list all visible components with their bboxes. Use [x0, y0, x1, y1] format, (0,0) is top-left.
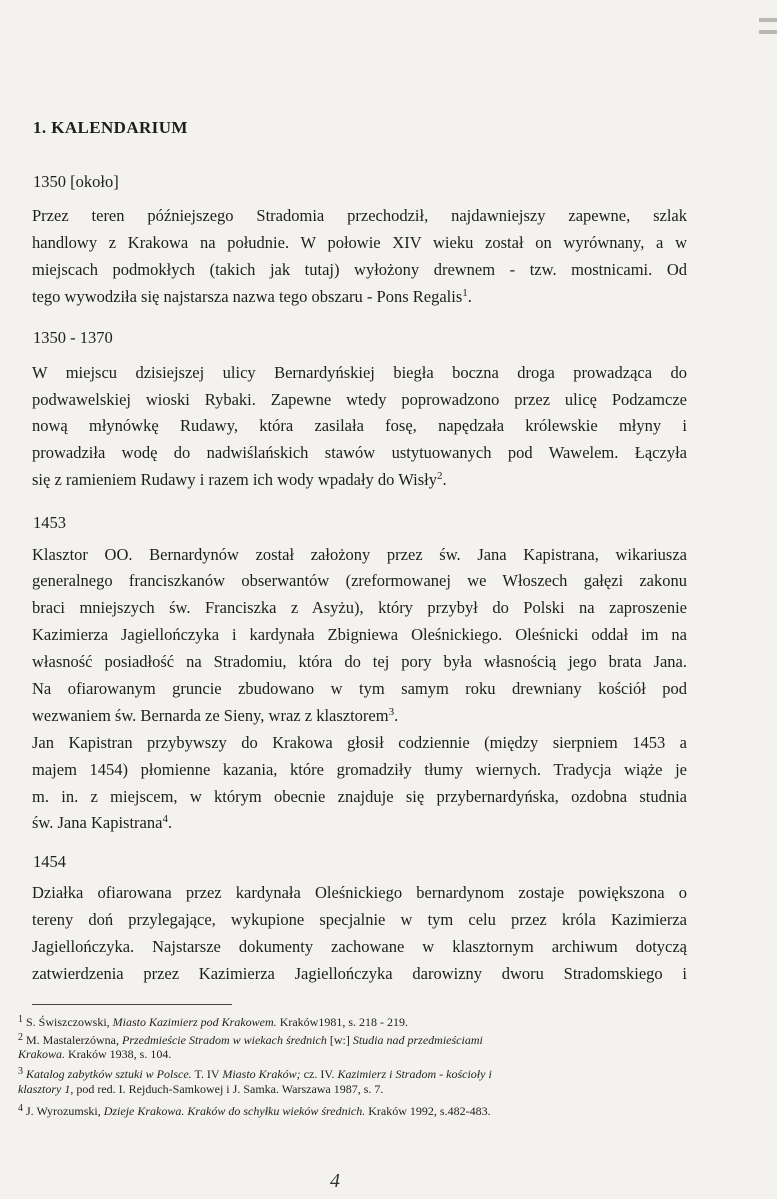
- line-text: tego wywodziła się najstarsza nazwa tego obszaru - Pons Regalis: [32, 287, 463, 306]
- footnote-text: Kraków 1938, s. 104.: [65, 1047, 172, 1061]
- text-line: [32, 705, 398, 727]
- text-line: handlowy z Krakowa na południe. W połowie XIV wieku został on wyrównany, a w: [32, 233, 687, 252]
- text-line: m. in. z miejscem, w którym obecnie znajduje się przybernardyńska, ozdobna studnia: [32, 787, 687, 806]
- footnote-title: Studia nad przedmieściami: [352, 1033, 483, 1047]
- text-line: [32, 286, 472, 308]
- footnote-ref: 3: [388, 706, 395, 718]
- footnote-number: 4: [18, 1103, 23, 1114]
- footnote-separator: [32, 1004, 232, 1005]
- text-line: Klasztor OO. Bernardynów został założony przez św. Jana Kapistrana, wikariusza: [32, 545, 687, 564]
- text-line: [32, 469, 447, 491]
- page-number: 4: [330, 1170, 340, 1192]
- text-line: Przez teren późniejszego Stradomia przechodził, najdawniejszy zapewne, szlak: [32, 206, 687, 225]
- footnote-title: Miasto Kraków;: [222, 1067, 301, 1081]
- line-end: .: [442, 470, 447, 489]
- footnote: [18, 1064, 492, 1082]
- text-line: tereny doń przylegające, wykupione specjalnie w tym celu przez króla Kazimierza: [32, 910, 687, 929]
- footnote-ref: 4: [162, 813, 168, 825]
- text-line: Jan Kapistran przybywszy do Krakowa głosił codziennie (między sierpniem 1453 a: [32, 733, 687, 752]
- footnote-ref: 2: [437, 470, 443, 482]
- page-edge-mark: [759, 30, 777, 34]
- footnote: [18, 1101, 491, 1119]
- footnote-title: Katalog zabytków sztuki w Polsce.: [26, 1067, 192, 1081]
- text-line: nową młynówkę Rudawy, która zasilała fosę, napędzała królewskie młyny i: [32, 416, 687, 435]
- text-line: zatwierdzenia przez Kazimierza Jagiellończyka darowizny dworu Stradomskiego i: [32, 964, 687, 983]
- text-line: W miejscu dzisiejszej ulicy Bernardyńskiej biegła boczna droga prowadząca do: [32, 363, 687, 382]
- footnote-text: T. IV: [191, 1067, 223, 1081]
- text-line: miejscach podmokłych (takich jak tutaj) wyłożony drewnem - tzw. mostnicami. Od: [32, 260, 687, 279]
- footnote-text: S. Świszczowski,: [26, 1015, 113, 1029]
- text-line: prowadziła wodę do nadwiślańskich stawów ustytuowanych pod Wawelem. Łączyła: [32, 443, 687, 462]
- entry-date: 1454: [33, 852, 66, 871]
- footnote-ref: 1: [462, 287, 468, 299]
- footnote: [18, 1082, 383, 1097]
- line-text: św. Jana Kapistrana: [32, 813, 163, 832]
- text-line: [32, 812, 172, 834]
- text-line: Na ofiarowanym gruncie zbudowano w tym samym roku drewniany kościół pod: [32, 679, 687, 698]
- text-line: generalnego franciszkanów obserwantów (zreformowanej we Włoszech gałęzi zakonu: [32, 571, 687, 590]
- text-line: Działka ofiarowana przez kardynała Oleśnickiego bernardynom zostaje powiększona o: [32, 883, 687, 902]
- footnote: [18, 1030, 483, 1048]
- footnote-title: Krakowa.: [18, 1047, 66, 1061]
- footnote-text: cz. IV.: [300, 1067, 338, 1081]
- text-line: Kazimierza Jagiellończyka i kardynała Zbigniewa Oleśnickiego. Oleśnicki oddał im na: [32, 625, 687, 644]
- line-end: .: [394, 706, 399, 725]
- footnote-text: pod red. I. Rejduch-Samkowej i J. Samka. Warszawa 1987, s. 7.: [73, 1082, 384, 1096]
- footnote-text: M. Mastalerzówna,: [26, 1033, 122, 1047]
- footnote-text: J. Wyrozumski,: [26, 1104, 104, 1118]
- footnote-title: Dzieje Krakowa. Kraków do schyłku wieków średnich.: [103, 1104, 366, 1118]
- line-text: wezwaniem św. Bernarda ze Sieny, wraz z klasztorem: [32, 706, 389, 725]
- footnote: [18, 1012, 408, 1030]
- line-end: .: [467, 287, 472, 306]
- text-line: własność posiadłość na Stradomiu, która do tej pory była własnością jego brata Jana.: [32, 652, 687, 671]
- footnote-number: 3: [18, 1066, 23, 1077]
- entry-date: 1453: [33, 513, 66, 532]
- footnote-text: Kraków 1992, s.482-483.: [365, 1104, 491, 1118]
- entry-date: 1350 [około]: [33, 172, 119, 191]
- page-edge-mark: [759, 18, 777, 22]
- footnote-number: 2: [18, 1032, 23, 1043]
- text-line: Jagiellończyka. Najstarsze dokumenty zachowane w klasztornym archiwum dotyczą: [32, 937, 687, 956]
- section-heading: 1. KALENDARIUM: [33, 118, 188, 137]
- footnote-number: 1: [18, 1014, 23, 1025]
- text-line: majem 1454) płomienne kazania, które gromadziły tłumy wiernych. Tradycja wiąże je: [32, 760, 687, 779]
- footnote-text: Kraków1981, s. 218 - 219.: [276, 1015, 409, 1029]
- footnote-text: [w:]: [326, 1033, 353, 1047]
- line-end: .: [167, 813, 173, 832]
- footnote-title: Przedmieście Stradom w wiekach średnich: [121, 1033, 327, 1047]
- entry-date: 1350 - 1370: [33, 328, 113, 347]
- footnote-title: Miasto Kazimierz pod Krakowem.: [112, 1015, 277, 1029]
- footnote-title: Kazimierz i Stradom - kościoły i: [337, 1067, 492, 1081]
- footnote: [18, 1047, 171, 1062]
- footnote-title: klasztory 1,: [18, 1082, 74, 1096]
- line-text: się z ramieniem Rudawy i razem ich wody wpadały do Wisły: [32, 470, 438, 489]
- text-line: podwawelskiej wioski Rybaki. Zapewne wtedy poprowadzono przez ulicę Podzamcze: [32, 390, 687, 409]
- text-line: braci mniejszych św. Franciszka z Asyżu), który przybył do Polski na zaproszenie: [32, 598, 687, 617]
